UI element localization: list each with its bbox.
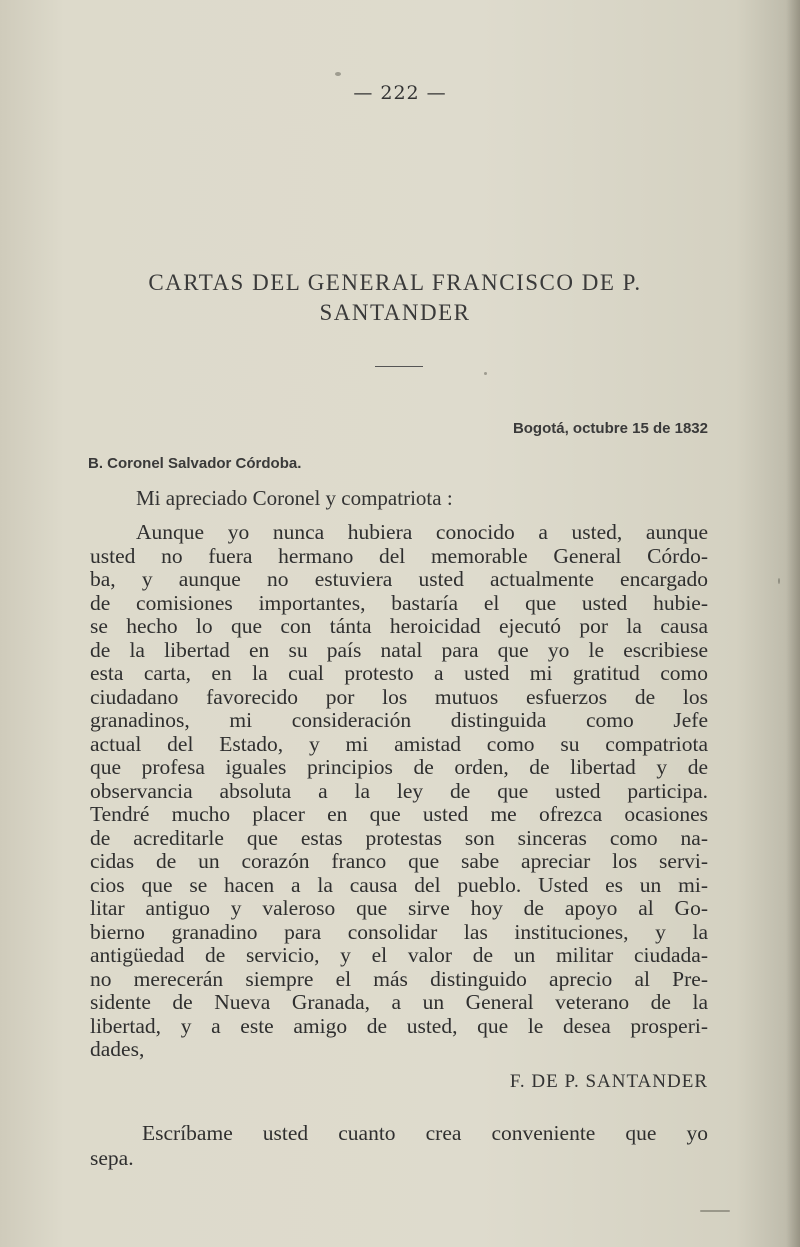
body-line: de comisiones importantes, bastaría el que usted hubie- [90,590,708,615]
letter-postscript [90,1121,708,1171]
body-line: Aunque yo nunca hubiera conocido a usted, aunque [136,520,708,544]
body-line: ciudadano favorecido por los mutuos esfuerzos de los [90,684,708,709]
postscript-line: sepa. [90,1146,134,1170]
letter-dateline: Bogotá, octubre 15 de 1832 [512,420,708,437]
body-line: esta carta, en la cual protesto a usted mi gratitud como [90,661,708,685]
body-line: libertad, y a este amigo de usted, que le desea prosperi- [90,1013,708,1038]
page-number: — 222 — [353,82,447,104]
postscript-line: Escríbame usted cuanto crea conveniente que yo [142,1121,708,1145]
letter-recipient: B. Coronel Salvador Córdoba. [88,455,302,472]
body-line: antigüedad de servicio, y el valor de un militar ciudada- [90,943,708,967]
body-line: de la libertad en su país natal para que yo le escribiese [90,637,708,662]
paper-speck [778,578,780,584]
body-line: bierno granadino para consolidar las instituciones, y la [90,919,708,944]
title-line-1: CARTAS DEL GENERAL FRANCISCO DE P. [148,270,642,295]
body-line: Tendré mucho placer en que usted me ofrezca ocasiones [90,802,708,826]
body-line: usted no fuera hermano del memorable General Córdo- [90,543,708,568]
body-line: actual del Estado, y mi amistad como su compatriota [90,731,708,756]
letter-signature: F. DE P. SANTANDER [509,1071,708,1092]
body-line: cios que se hacen a la causa del pueblo. Usted es un mi- [90,872,708,897]
body-line: se hecho lo que con tánta heroicidad ejecutó por la causa [90,614,708,638]
body-line: observancia absoluta a la ley de que usted participa. [90,778,708,803]
body-line: sidente de Nueva Granada, a un General veterano de la [90,990,708,1014]
body-line: de acreditarle que estas protestas son sinceras como na- [90,825,708,850]
letter-body [90,521,708,1062]
body-line: litar antiguo y valeroso que sirve hoy de apoyo al Go- [90,896,708,920]
body-line: dades, [90,1037,145,1061]
body-line: que profesa iguales principios de orden, de libertad y de [90,755,708,779]
page-edge-shadow [786,0,800,1247]
body-line: ba, y aunque no estuviera usted actualmente encargado [90,567,708,591]
body-line: no merecerán siempre el más distinguido aprecio al Pre- [90,966,708,991]
paper-speck [335,72,341,76]
letter-salutation: Mi apreciado Coronel y compatriota : [136,486,453,510]
body-line: granadinos, mi consideración distinguida como Jefe [90,708,708,732]
paper-speck [484,372,487,375]
body-line: cidas de un corazón franco que sabe apreciar los servi- [90,849,708,873]
title-line-2: SANTANDER [319,300,471,325]
paper-speck [700,1210,730,1212]
page-title [90,268,700,328]
title-divider [375,366,423,367]
